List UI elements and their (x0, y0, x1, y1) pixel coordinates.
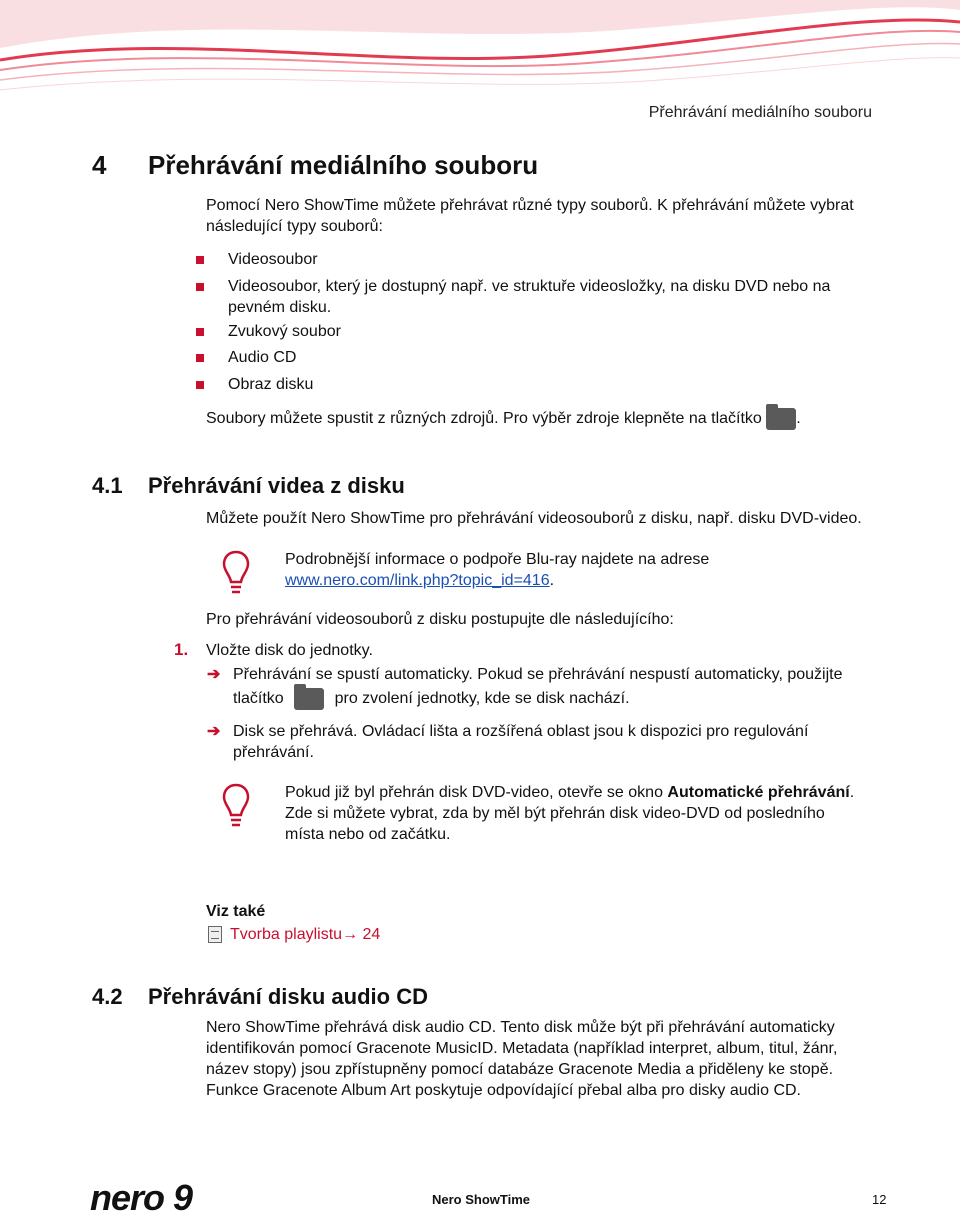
steps-intro: Pro přehrávání videosouborů z disku postupujte dle následujícího: (206, 611, 674, 628)
see-also-entry (208, 924, 380, 945)
lightbulb-icon (222, 783, 250, 829)
section2-body: Nero ShowTime přehrává disk audio CD. Tento disk může být při přehrávání automaticky identifikován pomocí Gracenote MusicID. Metadata (například interpret, album, titul, žánr, název stopy) jsou zpřístupněny pomocí databáze Gracenote Media a přiděleny ke stopě. Funkce Gracenote Album Art poskytuje odpovídající přebal alba pro disky audio CD. (206, 1019, 838, 1099)
lightbulb-icon (222, 550, 250, 596)
list-item: Zvukový soubor (196, 321, 341, 342)
bullet-marker (196, 256, 204, 264)
section-heading-4-2: 4.2 Přehrávání disku audio CD (92, 984, 428, 1009)
step-number: 1. (174, 640, 189, 659)
sources-paragraph: Soubory můžete spustit z různých zdrojů. Pro výběr zdroje klepněte na tlačítko . (206, 408, 906, 430)
blu-ray-info-link[interactable]: www.nero.com/link.php?topic_id=416 (285, 572, 550, 589)
list-item: Obraz disku (196, 374, 313, 395)
tip-blu-ray: Podrobnější informace o podpoře Blu-ray najdete na adrese www.nero.com/link.php?topic_id=416. (285, 551, 710, 589)
chapter-number: 4 (92, 150, 107, 180)
section-heading-4-1: 4.1 Přehrávání videa z disku (92, 473, 405, 498)
header-wave-decoration (0, 0, 960, 110)
see-also-label: Viz také (206, 903, 266, 920)
list-item: Videosoubor, který je dostupný např. ve struktuře videosložky, na disku DVD nebo na pevném disku. (196, 276, 888, 318)
step-text: Vložte disk do jednotky. (206, 642, 373, 659)
document-icon (208, 926, 222, 943)
intro-paragraph: Pomocí Nero ShowTime můžete přehrávat různé typy souborů. K přehrávání můžete vybrat následující typy souborů: (206, 197, 854, 235)
list-item: Audio CD (196, 347, 296, 368)
running-header: Přehrávání mediálního souboru (648, 104, 872, 121)
arrow-right-icon: ➔ (207, 666, 221, 683)
bullet-marker (196, 381, 204, 389)
folder-icon (294, 688, 324, 710)
list-item: Videosoubor (196, 249, 318, 270)
result-item-cont: tlačítko pro zvolení jednotky, kde se disk nachází. (233, 688, 893, 710)
result-item: ➔ Disk se přehrává. Ovládací lišta a rozšířená oblast jsou k dispozici pro regulování přehrávání. (207, 723, 809, 761)
chapter-title: Přehrávání mediálního souboru (148, 150, 539, 180)
result-item: ➔ Přehrávání se spustí automaticky. Pokud se přehrávání nespustí automaticky, použijte (207, 666, 843, 683)
page-number: 12 (872, 1192, 887, 1207)
folder-icon (766, 408, 796, 430)
see-also-link[interactable]: Tvorba playlistu→ 24 (230, 926, 381, 943)
footer-product: Nero ShowTime (432, 1192, 531, 1207)
bullet-marker (196, 283, 204, 291)
section1-intro: Můžete použít Nero ShowTime pro přehrávání videosouborů z disku, např. disku DVD-video. (206, 510, 862, 527)
arrow-right-icon: ➔ (207, 723, 221, 740)
bullet-marker (196, 328, 204, 336)
nero-logo (90, 1178, 230, 1222)
chapter-heading (92, 150, 538, 181)
tip-autoplay: Pokud již byl přehrán disk DVD-video, otevře se okno Automatické přehrávání. Zde si můžete vybrat, zda by měl být přehrán disk video-DVD od posledního místa nebo od začátku. (285, 784, 855, 843)
bullet-marker (196, 354, 204, 362)
logo-wordmark: nero 9 (90, 1178, 193, 1218)
